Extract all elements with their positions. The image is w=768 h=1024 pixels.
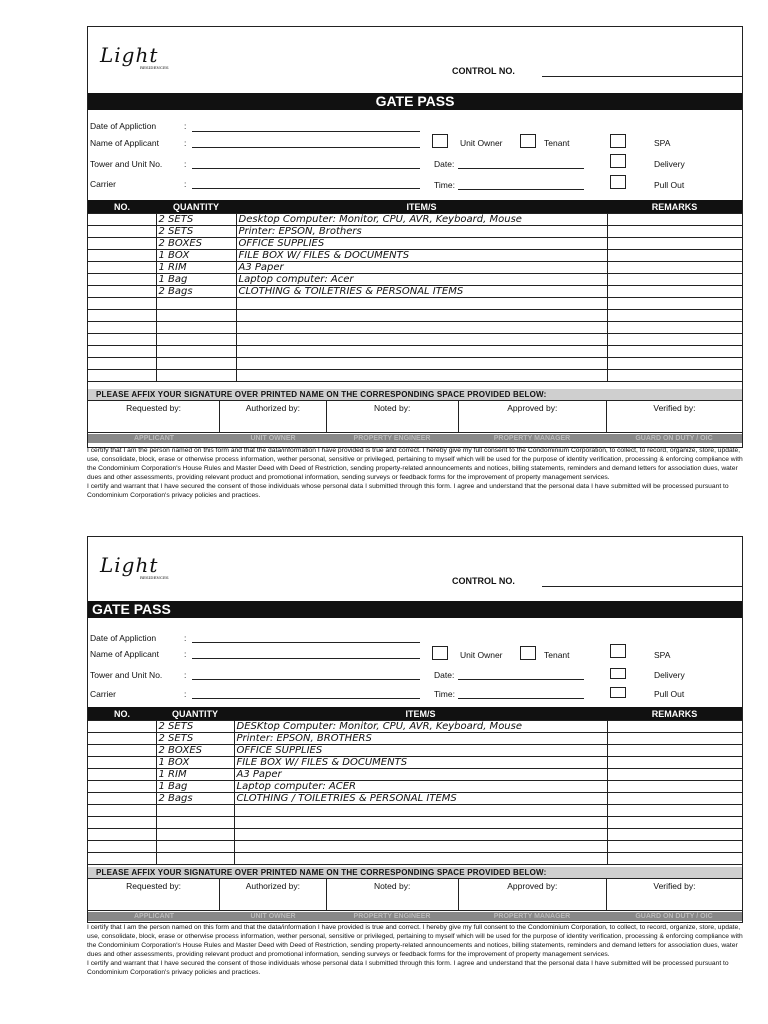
row-no-cell[interactable] <box>88 769 156 781</box>
row-quantity-cell[interactable] <box>156 358 236 370</box>
row-quantity-cell[interactable] <box>156 829 234 841</box>
row-quantity-cell[interactable]: 2 BOXES <box>156 745 234 757</box>
row-no-cell[interactable] <box>88 805 156 817</box>
control-no-label: CONTROL NO. <box>452 576 515 586</box>
row-no-cell[interactable] <box>88 286 156 298</box>
certification-paragraph: I certify and warrant that I have secured the consent of those individuals whose personal data I submitted through this form. I agree and understand that the personal data I have submitted will be processed pursuant to Condominium Corporation's privacy policies and practices. <box>87 483 729 499</box>
row-quantity-cell[interactable] <box>156 322 236 334</box>
pull-out-label: Pull Out <box>654 180 685 190</box>
carrier-field[interactable] <box>192 698 420 699</box>
carrier-field[interactable] <box>192 188 420 189</box>
table-row <box>88 805 742 817</box>
role-unit-owner: UNIT OWNER <box>250 435 296 442</box>
role-guard: GUARD ON DUTY / OIC <box>635 435 713 442</box>
date-field[interactable] <box>458 168 584 169</box>
row-no-cell[interactable] <box>88 346 156 358</box>
signature-instruction: PLEASE AFFIX YOUR SIGNATURE OVER PRINTED NAME ON THE CORRESPONDING SPACE PROVIDED BELOW: <box>88 867 742 878</box>
row-no-cell[interactable] <box>88 721 156 733</box>
role-bar <box>88 434 742 443</box>
row-remarks-cell[interactable] <box>607 757 742 769</box>
spa-label: SPA <box>654 138 671 148</box>
date-of-application-field[interactable] <box>192 642 420 643</box>
delivery-checkbox[interactable] <box>610 154 626 168</box>
certification-text-1 <box>87 446 743 500</box>
tower-unit-label: Tower and Unit No. <box>90 159 163 169</box>
row-item-cell[interactable]: CLOTHING / TOILETRIES & PERSONAL ITEMS <box>234 793 607 805</box>
row-item-cell[interactable] <box>236 298 607 310</box>
row-item-cell[interactable]: Laptop computer: ACER <box>234 781 607 793</box>
requested-by-cell[interactable]: Requested by: <box>88 879 220 910</box>
table-row <box>88 757 742 769</box>
company-logo: Light RESIDENCES <box>100 553 169 580</box>
tenant-label: Tenant <box>544 138 570 148</box>
row-quantity-cell[interactable]: 2 SETS <box>156 721 234 733</box>
time-field[interactable] <box>458 698 584 699</box>
date-label: Date: <box>434 159 455 169</box>
row-no-cell[interactable] <box>88 250 156 262</box>
time-field[interactable] <box>458 189 584 190</box>
row-remarks-cell[interactable] <box>607 817 742 829</box>
role-property-engineer: PROPERTY ENGINEER <box>353 913 431 920</box>
name-of-applicant-label: Name of Applicant <box>90 138 159 148</box>
row-item-cell[interactable]: FILE BOX W/ FILES & DOCUMENTS <box>236 250 607 262</box>
row-quantity-cell[interactable]: 2 SETS <box>156 214 236 226</box>
row-remarks-cell[interactable] <box>607 358 742 370</box>
row-remarks-cell[interactable] <box>607 346 742 358</box>
delivery-checkbox[interactable] <box>610 668 626 679</box>
table-row <box>88 829 742 841</box>
row-quantity-cell[interactable]: 1 RIM <box>156 262 236 274</box>
table-row <box>88 310 742 322</box>
table-row <box>88 334 742 346</box>
row-quantity-cell[interactable] <box>156 370 236 382</box>
header-items: ITEM/S <box>234 707 607 721</box>
row-quantity-cell[interactable]: 2 Bags <box>156 793 234 805</box>
row-no-cell[interactable] <box>88 274 156 286</box>
row-remarks-cell[interactable] <box>607 793 742 805</box>
row-quantity-cell[interactable]: 2 BOXES <box>156 238 236 250</box>
table-row <box>88 274 742 286</box>
row-item-cell[interactable] <box>236 310 607 322</box>
row-remarks-cell[interactable] <box>607 805 742 817</box>
row-remarks-cell[interactable] <box>607 214 742 226</box>
row-no-cell[interactable] <box>88 370 156 382</box>
tenant-checkbox[interactable] <box>520 134 536 148</box>
date-field[interactable] <box>458 679 584 680</box>
row-item-cell[interactable]: Desktop Computer: Monitor, CPU, AVR, Keyboard, Mouse <box>236 214 607 226</box>
table-row <box>88 322 742 334</box>
row-quantity-cell[interactable] <box>156 334 236 346</box>
name-of-applicant-field[interactable] <box>192 147 420 148</box>
authorized-by-cell[interactable]: Authorized by: <box>220 401 326 432</box>
row-remarks-cell[interactable] <box>607 334 742 346</box>
verified-by-cell[interactable]: Verified by: <box>653 881 696 891</box>
table-row <box>88 733 742 745</box>
row-quantity-cell[interactable] <box>156 346 236 358</box>
tenant-label: Tenant <box>544 650 570 660</box>
table-row <box>88 817 742 829</box>
table-row <box>88 793 742 805</box>
row-item-cell[interactable] <box>236 346 607 358</box>
row-item-cell[interactable] <box>236 334 607 346</box>
spa-checkbox[interactable] <box>610 644 626 658</box>
row-remarks-cell[interactable] <box>607 769 742 781</box>
row-remarks-cell[interactable] <box>607 250 742 262</box>
row-no-cell[interactable] <box>88 793 156 805</box>
row-quantity-cell[interactable]: 1 BOX <box>156 757 234 769</box>
table-row <box>88 286 742 298</box>
table-header-row <box>88 200 742 214</box>
row-remarks-cell[interactable] <box>607 721 742 733</box>
company-logo: Light RESIDENCES <box>100 43 169 70</box>
certification-text-2 <box>87 923 743 977</box>
date-label: Date: <box>434 670 455 680</box>
row-quantity-cell[interactable]: 2 Bags <box>156 286 236 298</box>
row-no-cell[interactable] <box>88 841 156 853</box>
certification-paragraph: I certify and warrant that I have secured the consent of those individuals whose personal data I submitted through this form. I agree and understand that the personal data I have submitted will be processed pursuant to Condominium Corporation's privacy policies and practices. <box>87 960 729 976</box>
items-table-body <box>88 214 742 382</box>
date-of-application-label: Date of Appliction <box>90 121 157 131</box>
row-item-cell[interactable] <box>236 358 607 370</box>
header-no: NO. <box>88 707 156 721</box>
role-guard: GUARD ON DUTY / OIC <box>635 913 713 920</box>
role-unit-owner: UNIT OWNER <box>250 913 296 920</box>
signature-row <box>88 400 742 433</box>
table-row <box>88 721 742 733</box>
table-row <box>88 769 742 781</box>
row-item-cell[interactable] <box>234 805 607 817</box>
row-item-cell[interactable]: OFFICE SUPPLIES <box>234 745 607 757</box>
row-no-cell[interactable] <box>88 298 156 310</box>
row-remarks-cell[interactable] <box>607 226 742 238</box>
row-quantity-cell[interactable] <box>156 841 234 853</box>
header-items: ITEM/S <box>236 200 607 214</box>
tower-unit-field[interactable] <box>192 168 420 169</box>
row-remarks-cell[interactable] <box>607 733 742 745</box>
delivery-label: Delivery <box>654 670 685 680</box>
row-remarks-cell[interactable] <box>607 829 742 841</box>
row-no-cell[interactable] <box>88 214 156 226</box>
row-quantity-cell[interactable]: 1 RIM <box>156 769 234 781</box>
row-no-cell[interactable] <box>88 817 156 829</box>
table-row <box>88 226 742 238</box>
row-item-cell[interactable]: Laptop computer: Acer <box>236 274 607 286</box>
row-no-cell[interactable] <box>88 829 156 841</box>
control-no-field[interactable] <box>542 76 742 77</box>
certification-paragraph: I certify that I am the person named on this form and that the data/information I have provided is true and correct. I hereby give my full consent to the Condominium Corporation, to collect, to record, organize, store, update, use, consolidate, block, erase or otherwise process information, wether personal, sensitive or privileged, pertaining to myself which will be used for the purpose of identity verification, processing & enforcing compliance with the Condominium Corporation's House Rules and Master Deed with Deed of Restriction, sending property-related announcements and notices, billing statements, reminders and demand letters for association dues, water dues and other assessments, providing relevant product and promotional information, sending surveys or feedback forms for the improvement of property management services. <box>87 447 743 481</box>
table-row <box>88 358 742 370</box>
certification-paragraph: I certify that I am the person named on this form and that the data/information I have provided is true and correct. I hereby give my full consent to the Condominium Corporation, to collect, to record, organize, store, update, use, consolidate, block, erase or otherwise process information, wether personal, sensitive or privileged, pertaining to myself which will be used for the purpose of identity verification, processing & enforcing compliance with the Condominium Corporation's House Rules and Master Deed with Deed of Restriction, sending property-related announcements and notices, billing statements, reminders and demand letters for association dues, water dues and other assessments, providing relevant product and promotional information, sending surveys or feedback forms for the improvement of property management services. <box>87 924 743 958</box>
row-remarks-cell[interactable] <box>607 781 742 793</box>
row-quantity-cell[interactable] <box>156 310 236 322</box>
name-of-applicant-field[interactable] <box>192 658 420 659</box>
noted-by-cell[interactable]: Noted by: <box>327 401 459 432</box>
form-title: GATE PASS <box>88 601 742 618</box>
table-row <box>88 853 742 865</box>
row-remarks-cell[interactable] <box>607 262 742 274</box>
noted-by-cell[interactable]: Noted by: <box>327 879 459 910</box>
pull-out-checkbox[interactable] <box>610 175 626 189</box>
approved-by-cell[interactable]: Approved by: <box>459 879 607 910</box>
role-bar <box>88 912 742 921</box>
header-remarks: REMARKS <box>607 200 742 214</box>
date-of-application-label: Date of Appliction <box>90 633 157 643</box>
unit-owner-checkbox[interactable] <box>432 134 448 148</box>
table-row <box>88 841 742 853</box>
row-item-cell[interactable]: Printer: EPSON, Brothers <box>236 226 607 238</box>
header-quantity: QUANTITY <box>156 200 236 214</box>
row-quantity-cell[interactable] <box>156 805 234 817</box>
table-row <box>88 298 742 310</box>
role-property-manager: PROPERTY MANAGER <box>493 435 571 442</box>
row-item-cell[interactable] <box>234 853 607 865</box>
row-item-cell[interactable]: CLOTHING & TOILETRIES & PERSONAL ITEMS <box>236 286 607 298</box>
row-no-cell[interactable] <box>88 310 156 322</box>
row-no-cell[interactable] <box>88 322 156 334</box>
row-quantity-cell[interactable] <box>156 817 234 829</box>
row-remarks-cell[interactable] <box>607 853 742 865</box>
row-remarks-cell[interactable] <box>607 322 742 334</box>
time-label: Time: <box>434 689 455 699</box>
unit-owner-label: Unit Owner <box>460 138 503 148</box>
header-no: NO. <box>88 200 156 214</box>
row-item-cell[interactable]: A3 Paper <box>236 262 607 274</box>
row-no-cell[interactable] <box>88 745 156 757</box>
table-header-row <box>88 707 742 721</box>
tower-unit-field[interactable] <box>192 679 420 680</box>
row-quantity-cell[interactable]: 1 Bag <box>156 781 234 793</box>
row-item-cell[interactable]: OFFICE SUPPLIES <box>236 238 607 250</box>
authorized-by-cell[interactable]: Authorized by: <box>220 879 326 910</box>
role-property-manager: PROPERTY MANAGER <box>493 913 571 920</box>
table-row <box>88 238 742 250</box>
row-no-cell[interactable] <box>88 226 156 238</box>
row-no-cell[interactable] <box>88 262 156 274</box>
gate-pass-form-2: Light RESIDENCES CONTROL NO. GATE PASS Date of Appliction : Name of Applicant : Tower and Unit No. : Carrier : Unit Owner Tenant Date: Time: SPA Delivery Pull Out NO. QUANTITY ITEM/S REMARKS 2 SETS DESKtop Computer: Monitor, CPU, AVR, Keyboard, Mouse 2 SETS Printer: EPSON, BROTHERS 2 BOXES OFFICE SUPPLIES 1 BOX FILE BOX W/ FILES & DOCUMENTS 1 RIM A3 Paper 1 Bag Laptop computer: ACER 2 Bags CLOTHING / TOILETRIES & PERSONAL ITEMS PLEASE AFFIX YOUR SIGNATURE OVER PRINTED NAME ON THE CORRESPONDING SPACE PROVIDED BELOW: Requested by: Authorized by: Noted by: Approved by: Verified by: APPLICANT UNIT OWNER PROPERTY ENGINEER PROPERTY MANAGER GUARD ON DUTY / OIC <box>87 536 743 923</box>
row-item-cell[interactable] <box>236 370 607 382</box>
role-applicant: APPLICANT <box>133 435 175 442</box>
pull-out-checkbox[interactable] <box>610 687 626 698</box>
row-remarks-cell[interactable] <box>607 238 742 250</box>
row-remarks-cell[interactable] <box>607 745 742 757</box>
row-remarks-cell[interactable] <box>607 310 742 322</box>
form-title: GATE PASS <box>88 93 742 110</box>
row-remarks-cell[interactable] <box>607 298 742 310</box>
row-no-cell[interactable] <box>88 238 156 250</box>
row-remarks-cell[interactable] <box>607 274 742 286</box>
row-no-cell[interactable] <box>88 853 156 865</box>
row-item-cell[interactable] <box>234 817 607 829</box>
spa-label: SPA <box>654 650 671 660</box>
signature-row <box>88 878 742 911</box>
pull-out-label: Pull Out <box>654 689 685 699</box>
table-row <box>88 370 742 382</box>
verified-by-cell[interactable]: Verified by: <box>653 403 696 413</box>
items-table <box>88 707 742 865</box>
unit-owner-label: Unit Owner <box>460 650 503 660</box>
unit-owner-checkbox[interactable] <box>432 646 448 660</box>
spa-checkbox[interactable] <box>610 134 626 148</box>
gate-pass-form-1: Light RESIDENCES CONTROL NO. GATE PASS Date of Appliction : Name of Applicant : Tower and Unit No. : Carrier : Unit Owner Tenant Date: Time: SPA Delivery Pull Out NO. QUANTITY ITEM/S REMARKS 2 SETS Desktop Computer: Monitor, CPU, AVR, Keyboard, Mouse 2 SETS Printer: EPSON, Brothers 2 BOXES OFFICE SUPPLIES 1 BOX FILE BOX W/ FILES & DOCUMENTS 1 RIM A3 Paper 1 Bag Laptop computer: Acer 2 Bags CLOTHING & TOILETRIES & PERSONAL ITEMS PLEASE AFFIX YOUR SIGNATURE OVER PRINTED NAME ON THE CORRESPONDING SPACE PROVIDED BELOW: Requested by: Authorized by: Noted by: Approved by: Verified by: APPLICANT UNIT OWNER PROPERTY ENGINEER PROPERTY MANAGER GUARD ON DUTY / OIC <box>87 26 743 448</box>
table-row <box>88 346 742 358</box>
table-row <box>88 745 742 757</box>
row-no-cell[interactable] <box>88 781 156 793</box>
row-quantity-cell[interactable] <box>156 853 234 865</box>
date-of-application-field[interactable] <box>192 131 420 132</box>
table-row <box>88 262 742 274</box>
header-quantity: QUANTITY <box>156 707 234 721</box>
delivery-label: Delivery <box>654 159 685 169</box>
header-remarks: REMARKS <box>607 707 742 721</box>
table-row <box>88 781 742 793</box>
row-item-cell[interactable]: DESKtop Computer: Monitor, CPU, AVR, Keyboard, Mouse <box>234 721 607 733</box>
signature-instruction: PLEASE AFFIX YOUR SIGNATURE OVER PRINTED NAME ON THE CORRESPONDING SPACE PROVIDED BELOW: <box>88 389 742 400</box>
carrier-label: Carrier <box>90 689 116 699</box>
row-item-cell[interactable]: FILE BOX W/ FILES & DOCUMENTS <box>234 757 607 769</box>
name-of-applicant-label: Name of Applicant <box>90 649 159 659</box>
control-no-label: CONTROL NO. <box>452 66 515 76</box>
row-item-cell[interactable] <box>236 322 607 334</box>
row-no-cell[interactable] <box>88 358 156 370</box>
row-remarks-cell[interactable] <box>607 841 742 853</box>
carrier-label: Carrier <box>90 179 116 189</box>
row-no-cell[interactable] <box>88 757 156 769</box>
row-quantity-cell[interactable]: 1 Bag <box>156 274 236 286</box>
tower-unit-label: Tower and Unit No. <box>90 670 163 680</box>
table-row <box>88 214 742 226</box>
row-remarks-cell[interactable] <box>607 286 742 298</box>
table-row <box>88 250 742 262</box>
row-item-cell[interactable]: A3 Paper <box>234 769 607 781</box>
time-label: Time: <box>434 180 455 190</box>
row-quantity-cell[interactable]: 2 SETS <box>156 733 234 745</box>
row-no-cell[interactable] <box>88 733 156 745</box>
role-applicant: APPLICANT <box>133 913 175 920</box>
row-quantity-cell[interactable]: 2 SETS <box>156 226 236 238</box>
row-quantity-cell[interactable]: 1 BOX <box>156 250 236 262</box>
row-quantity-cell[interactable] <box>156 298 236 310</box>
role-property-engineer: PROPERTY ENGINEER <box>353 435 431 442</box>
row-remarks-cell[interactable] <box>607 370 742 382</box>
row-item-cell[interactable] <box>234 829 607 841</box>
row-item-cell[interactable]: Printer: EPSON, BROTHERS <box>234 733 607 745</box>
row-no-cell[interactable] <box>88 334 156 346</box>
row-item-cell[interactable] <box>234 841 607 853</box>
approved-by-cell[interactable]: Approved by: <box>459 401 607 432</box>
items-table-body <box>88 721 742 865</box>
tenant-checkbox[interactable] <box>520 646 536 660</box>
items-table <box>88 200 742 382</box>
control-no-field[interactable] <box>542 586 742 587</box>
requested-by-cell[interactable]: Requested by: <box>88 401 220 432</box>
